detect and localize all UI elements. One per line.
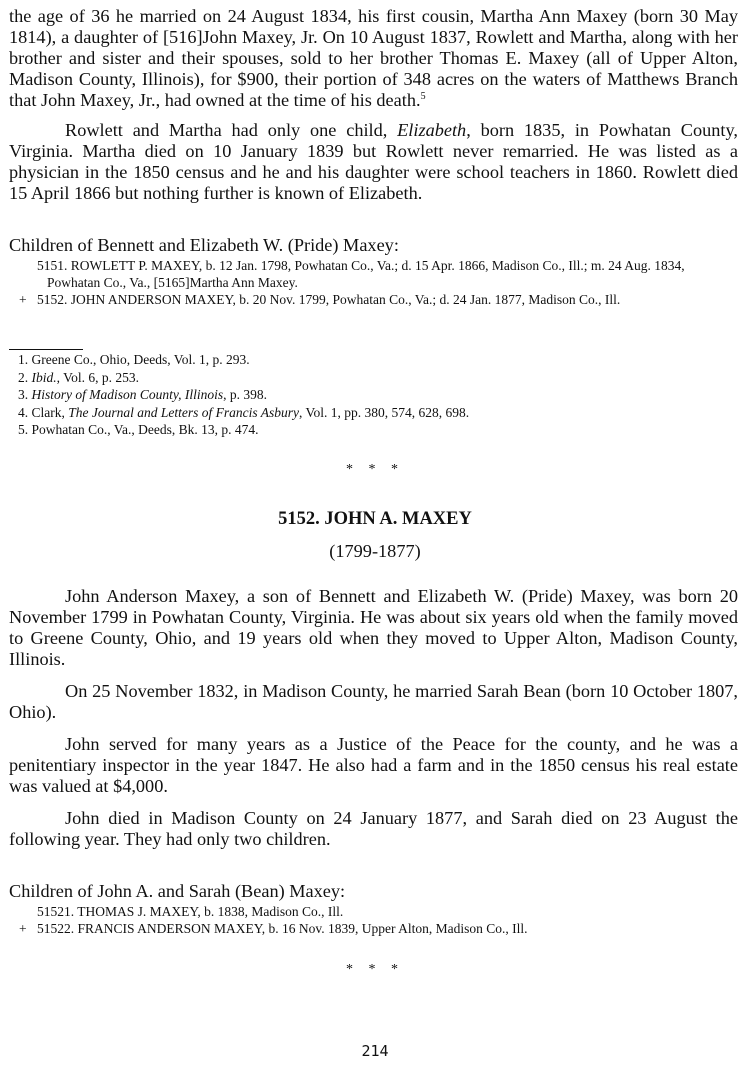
- paragraph-text: the age of 36 he married on 24 August 1834, his first cousin, Martha Ann Maxey (born 30 May 1814), a daughter of [516]John Maxey, Jr. On 10 August 1837, Rowlett and Martha, along with her brother and sister and their spouses, sold to her brother Thomas E. Maxey (all of Upper Alton, Madison County, Illinois), for $900, their portion of 348 acres on the waters of Matthews Branch that John Maxey, Jr., had owned at the time of his death.: [9, 6, 738, 110]
- child-entry: [9, 920, 738, 937]
- footnote-text: Powhatan Co., Va., Deeds, Bk. 13, p. 474.: [31, 422, 259, 437]
- child-entry-text: 5151. ROWLETT P. MAXEY, b. 12 Jan. 1798, Powhatan Co., Va.; d. 15 Apr. 1866, Madison Co., Ill.; m. 24 Aug. 1834, Powhatan Co., Va., [5165]Martha Ann Maxey.: [37, 258, 685, 290]
- children-heading: Children of John A. and Sarah (Bean) Maxey:: [9, 881, 346, 901]
- footnote: [9, 386, 738, 404]
- paragraph: [9, 120, 738, 204]
- paragraph-text: , born 1835, in Powhatan County, Virginia. Martha died on 10 January 1839 but Rowlett never remarried. He was listed as a physician in the 1850 census and he and his daughter were school teachers in 1860. Rowlett died 15 April 1866 but nothing further is known of Elizabeth.: [9, 120, 738, 203]
- footnote-number: 4.: [18, 404, 29, 420]
- footnotes: [9, 351, 738, 439]
- paragraph: John served for many years as a Justice of the Peace for the county, and he was a penitentiary inspector in the year 1847. He also had a farm and in the 1850 census his real estate was valued at $4,000.: [9, 734, 738, 796]
- footnote-text: Clark,: [31, 404, 69, 420]
- footnote: [9, 369, 738, 387]
- paragraph: [9, 6, 738, 111]
- children-heading: Children of Bennett and Elizabeth W. (Pride) Maxey:: [9, 235, 399, 255]
- descendant-marker: +: [19, 921, 27, 936]
- footnote-number: 2.: [18, 369, 29, 385]
- footnote-text: , Vol. 6, p. 253.: [56, 369, 140, 385]
- child-entry-text: 5152. JOHN ANDERSON MAXEY, b. 20 Nov. 1799, Powhatan Co., Va.; d. 24 Jan. 1877, Madison Co., Ill.: [37, 292, 621, 307]
- child-entry: [9, 903, 738, 920]
- page-number: 214: [361, 1042, 389, 1060]
- child-entry: [9, 291, 738, 308]
- footnote-italic: The Journal and Letters of Francis Asbury: [68, 404, 299, 420]
- children-list-john: [9, 881, 738, 937]
- child-entry-text: 51521. THOMAS J. MAXEY, b. 1838, Madison Co., Ill.: [37, 904, 344, 919]
- footnote-italic: History of Madison County, Illinois: [31, 387, 224, 402]
- footnote-text: , Vol. 1, pp. 380, 574, 628, 698.: [299, 404, 470, 420]
- footnote-text: , p. 398.: [223, 387, 268, 402]
- paragraph-text: Rowlett and Martha had only one child,: [65, 120, 398, 140]
- rowlett-narrative: [9, 6, 738, 204]
- child-entry: [9, 257, 738, 291]
- footnote-rule: [9, 349, 83, 350]
- footnote: [9, 404, 738, 422]
- child-name: Elizabeth: [397, 120, 467, 140]
- section-dates: (1799-1877): [329, 541, 421, 561]
- paragraph: On 25 November 1832, in Madison County, he married Sarah Bean (born 10 October 1807, Ohio).: [9, 681, 738, 722]
- footnote: [9, 351, 738, 369]
- footnote-number: 5.: [18, 422, 29, 437]
- section-title: 5152. JOHN A. MAXEY: [278, 509, 472, 529]
- paragraph: John Anderson Maxey, a son of Bennett and Elizabeth W. (Pride) Maxey, was born 20 November 1799 in Powhatan County, Virginia. He was about six years old when the family moved to Greene County, Ohio, and 19 years old when they moved to Upper Alton, Madison County, Illinois.: [9, 586, 738, 669]
- section-separator: * * *: [346, 962, 404, 977]
- descendant-marker: +: [19, 292, 27, 307]
- footnote-text: Greene Co., Ohio, Deeds, Vol. 1, p. 293.: [31, 352, 250, 367]
- section-separator: * * *: [346, 462, 404, 477]
- footnote: [9, 421, 738, 439]
- footnote-italic: Ibid.: [31, 369, 57, 385]
- paragraph: John died in Madison County on 24 January 1877, and Sarah died on 23 August the following year. They had only two children.: [9, 808, 738, 849]
- child-entry-text: 51522. FRANCIS ANDERSON MAXEY, b. 16 Nov. 1839, Upper Alton, Madison Co., Ill.: [37, 921, 528, 936]
- footnote-ref: 5: [420, 90, 426, 102]
- footnote-number: 1.: [18, 352, 29, 367]
- footnote-number: 3.: [18, 387, 29, 402]
- children-list-bennett: [9, 235, 738, 308]
- john-narrative: [9, 586, 738, 850]
